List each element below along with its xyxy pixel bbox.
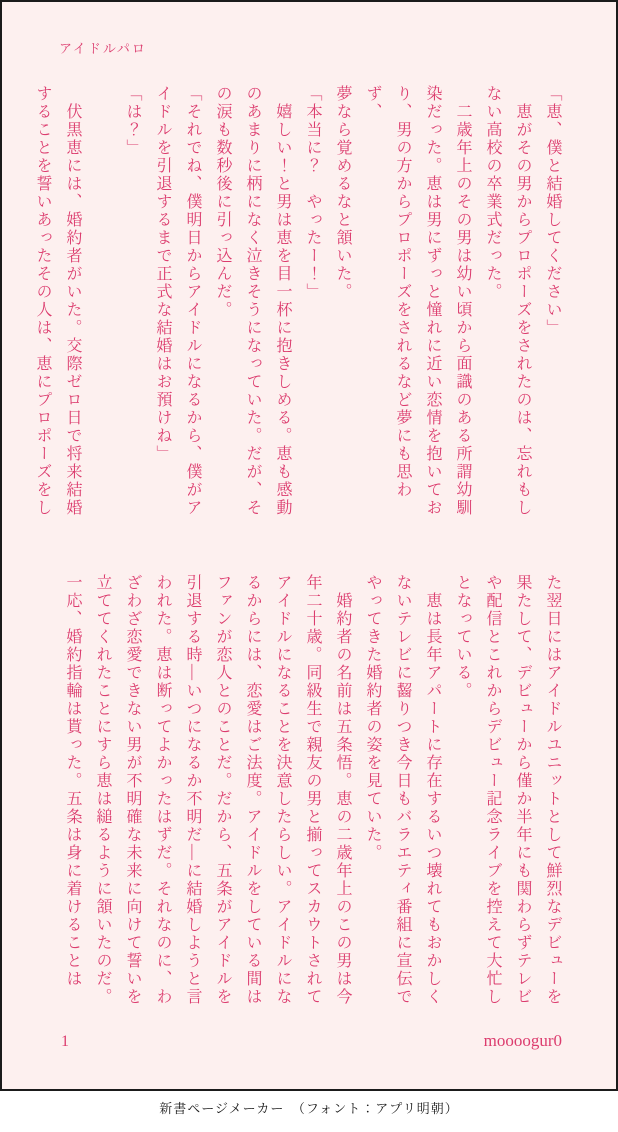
text-line: の涙も数秒後に引っ込んだ。 [214,85,231,319]
text-line: 夢なら覚めるなと頷いた。 [334,85,351,301]
text-line: 伏黒恵には、婚約者がいた。交際ゼロ日で将来結婚 [64,85,81,517]
page-title: アイドルパロ [59,41,147,56]
text-line: 婚約者の名前は五条悟。恵の二歳年上のこの男は今 [334,574,351,1006]
text-line: 染だった。恵は男にずっと憧れに近い恋情を抱いてお [424,85,441,517]
text-line: やってきた婚約者の姿を見ていた。 [364,574,381,862]
text-line: や配信とこれからデビュー記念ライブを控えて大忙し [484,574,501,1006]
text-line: た翌日にはアイドルユニットとして鮮烈なデビューを [544,574,561,1006]
text-line: 一応、婚約指輪は貰った。五条は身に着けることは [64,574,81,988]
text-line: 果たして、デビューから僅か半年にも関わらずテレビ [514,574,531,1006]
text-line [87,85,117,533]
text-line: 立ててくれたことにすら恵は縋るように頷いたのだ。 [94,574,111,1006]
author-handle: moooogur0 [483,1031,562,1050]
text-line: 恵は長年アパートに存在するいつ壊れてもおかしく [424,574,441,1006]
text-line: ないテレビに齧りつき今日もバラエティ番組に宣伝で [394,574,411,1006]
text-line: 年二十歳。同級生で親友の男と揃ってスカウトされて [304,574,321,1006]
text-line: アイドルになることを決意したらしい。アイドルにな [274,574,291,1006]
page-number: 1 [61,1033,69,1050]
text-line: 恵がその男からプロポーズをされたのは、忘れもし [514,85,531,517]
text-line: ファンが恋人とのことだ。だから、五条がアイドルを [214,574,231,1006]
text-line: することを誓いあったその人は、恵にプロポーズをし [34,85,51,517]
text-line: のあまりに柄になく泣きそうになっていた。だが、そ [244,85,261,517]
vertical-text-block-top [34,85,567,533]
text-line: イドルを引退するまで正式な結婚はお預けね」 [154,85,171,463]
text-line: ざわざ恋愛できない男が不明確な未来に向けて誓いを [124,574,141,1006]
text-line: われた。恵は断ってよかったはずだ。それなのに、わ [154,574,171,1006]
text-line: 嬉しい！と男は恵を目一杯に抱きしめる。恵も感動 [274,85,291,517]
text-line: 「は？」 [124,85,141,157]
text-line: 引退する時―いつになるか不明だ―に結婚しようと言 [184,574,201,1006]
text-line: り、男の方からプロポーズをされるなど夢にも思わず、 [364,85,411,499]
generator-caption: 新書ページメーカー （フォント：アプリ明朝） [159,1101,459,1116]
text-line: 「それでね、僕明日からアイドルになるから、僕がア [184,85,201,517]
text-line: 二歳年上のその男は幼い頃から面識のある所謂幼馴 [454,85,471,517]
text-line: ない高校の卒業式だった。 [484,85,501,301]
text-line: 「本当に？ やったー！」 [304,85,321,301]
vertical-text-block-bottom [55,574,567,1022]
text-line: 「恵、僕と結婚してください」 [544,85,561,337]
text-line: るからには、恋愛はご法度。アイドルをしている間は [244,574,261,1006]
text-line: となっている。 [454,574,471,700]
